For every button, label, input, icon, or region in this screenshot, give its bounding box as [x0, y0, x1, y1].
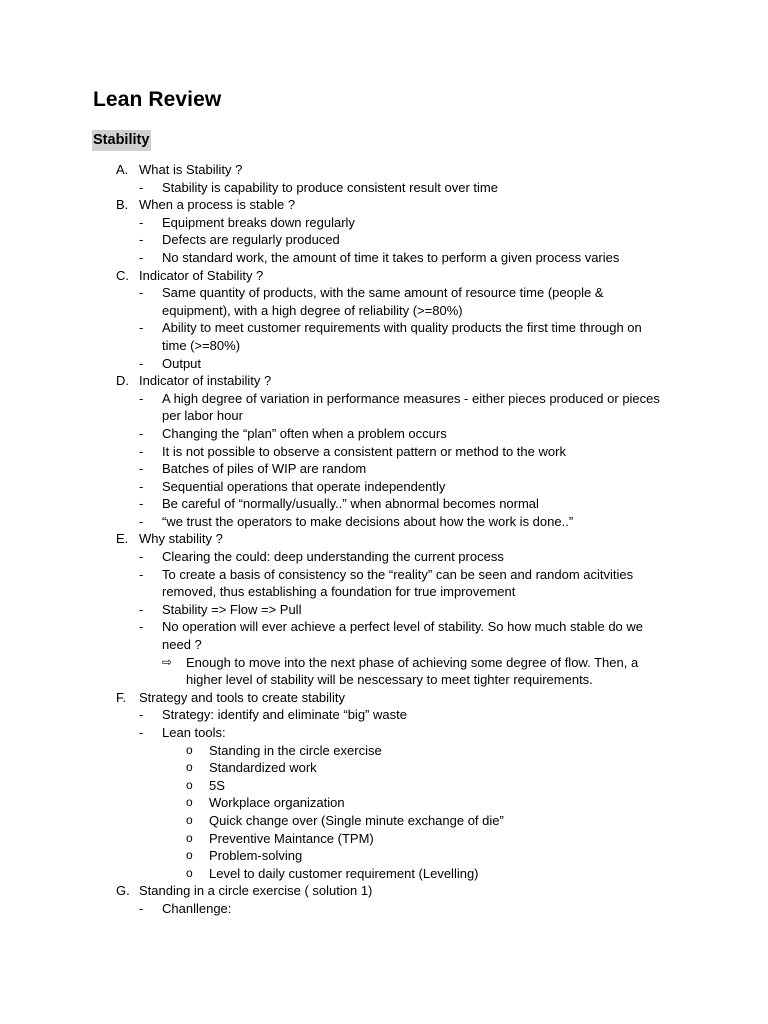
section-question: Standing in a circle exercise ( solution 1) [139, 883, 373, 899]
list-item: - No standard work, the amount of time it takes to perform a given process varies [139, 249, 620, 265]
section-question: When a process is stable ? [139, 197, 296, 213]
dash-marker: - [139, 232, 144, 248]
dash-marker: - [139, 320, 144, 336]
list-item: - A high degree of variation in performance measures - either pieces produced or pieces per labor hour [139, 390, 660, 424]
dash-marker: - [139, 249, 144, 265]
list-item: - Be careful of “normally/usually..” when abnormal becomes normal [139, 496, 539, 512]
dash-marker: - [139, 566, 144, 582]
outline-section-b [0, 196, 768, 266]
bullet-item: o Workplace organization [186, 795, 345, 811]
bullet-marker: o [186, 848, 193, 863]
section-question: Indicator of Stability ? [139, 267, 264, 283]
list-item: - Defects are regularly produced [139, 232, 340, 248]
list-item: - Batches of piles of WIP are random [139, 461, 367, 477]
list-item: - Same quantity of products, with the same amount of resource time (people & equipment), with a high degree of reliability (>=80%) [139, 285, 604, 318]
list-item: - No operation will ever achieve a perfect level of stability. So how much stable do we need ? [139, 619, 644, 653]
dash-marker: - [139, 355, 144, 371]
dash-marker: - [139, 425, 144, 441]
dash-marker: - [139, 513, 144, 529]
section-question: Indicator of instability ? [139, 373, 272, 389]
bullet-item: o 5S [186, 777, 225, 793]
bullet-item: o Preventive Maintance (TPM) [186, 830, 374, 846]
dash-marker: - [139, 707, 144, 723]
section-question: What is Stability ? [139, 162, 243, 177]
list-item: - Sequential operations that operate independently [139, 478, 446, 494]
list-item: ⇨ Enough to move into the next phase of achieving some degree of flow. Then, a higher level of stability will be nescessary to meet tighter requirements. [162, 654, 639, 688]
bullet-item: o Standing in the circle exercise [186, 742, 382, 758]
outline-list [0, 161, 768, 918]
outline-section-g [0, 882, 768, 917]
section-letter: G. [116, 883, 130, 899]
section-question: Why stability ? [139, 531, 223, 547]
section-letter: F. [116, 689, 127, 705]
list-item: - Lean tools: [139, 725, 226, 740]
bullet-item: o Problem-solving [186, 848, 303, 864]
dash-marker: - [139, 443, 144, 459]
outline-section-d [0, 372, 768, 530]
list-item: - Equipment breaks down regularly [139, 214, 355, 230]
outline-section-f [0, 689, 768, 883]
list-item: - “we trust the operators to make decisions about how the work is done..” [139, 513, 574, 529]
outline-section-c [0, 267, 768, 373]
section-letter: E. [116, 531, 129, 547]
list-item: - Changing the “plan” often when a problem occurs [139, 425, 447, 441]
section-letter: A. [116, 162, 129, 177]
list-item: - Stability is capability to produce consistent result over time [139, 179, 498, 195]
dash-marker: - [139, 478, 144, 494]
list-item: - Chanllenge: [139, 900, 232, 916]
bullet-marker: o [186, 865, 193, 880]
dash-marker: - [139, 214, 144, 230]
bullet-item: o Quick change over (Single minute exchange of die” [186, 812, 504, 828]
section-letter: C. [116, 267, 129, 283]
bullet-marker: o [186, 777, 193, 792]
dash-marker: - [139, 390, 144, 406]
list-item: - Strategy: identify and eliminate “big” waste [139, 707, 407, 723]
dash-marker: - [139, 900, 144, 916]
dash-marker: - [139, 619, 144, 635]
section-letter: D. [116, 373, 129, 389]
list-item: - Stability => Flow => Pull [139, 601, 302, 617]
bullet-marker: o [186, 812, 193, 827]
bullet-marker: o [186, 795, 193, 810]
list-item: - Ability to meet customer requirements with quality products the first time through on time (>=80%) [139, 320, 642, 353]
dash-marker: - [139, 461, 144, 477]
bullet-item: o Standardized work [186, 760, 317, 776]
dash-marker: - [139, 179, 144, 195]
section-letter: B. [116, 197, 129, 213]
bullet-marker: o [186, 742, 193, 757]
list-item: - It is not possible to observe a consistent pattern or method to the work [139, 443, 566, 459]
bullet-marker: o [186, 830, 193, 845]
dash-marker: - [139, 285, 144, 301]
bullet-marker: o [186, 760, 193, 775]
list-item: - To create a basis of consistency so the “reality” can be seen and random acitvities removed, thus establishing a foundation for true improvement [139, 566, 634, 600]
bullet-item: o Level to daily customer requirement (Levelling) [186, 865, 479, 881]
section-question: Strategy and tools to create stability [139, 689, 345, 705]
outline-section-a [0, 161, 768, 196]
document-title: Lean Review [93, 88, 222, 111]
dash-marker: - [139, 496, 144, 512]
dash-marker: - [139, 549, 144, 565]
list-item: - Clearing the could: deep understanding the current process [139, 549, 504, 565]
section-heading-stability: Stability [92, 130, 151, 151]
arrow-right-icon: ⇨ [162, 654, 173, 669]
list-item: - Output [139, 355, 202, 371]
outline-section-e [0, 530, 768, 688]
dash-marker: - [139, 725, 144, 740]
dash-marker: - [139, 601, 144, 617]
